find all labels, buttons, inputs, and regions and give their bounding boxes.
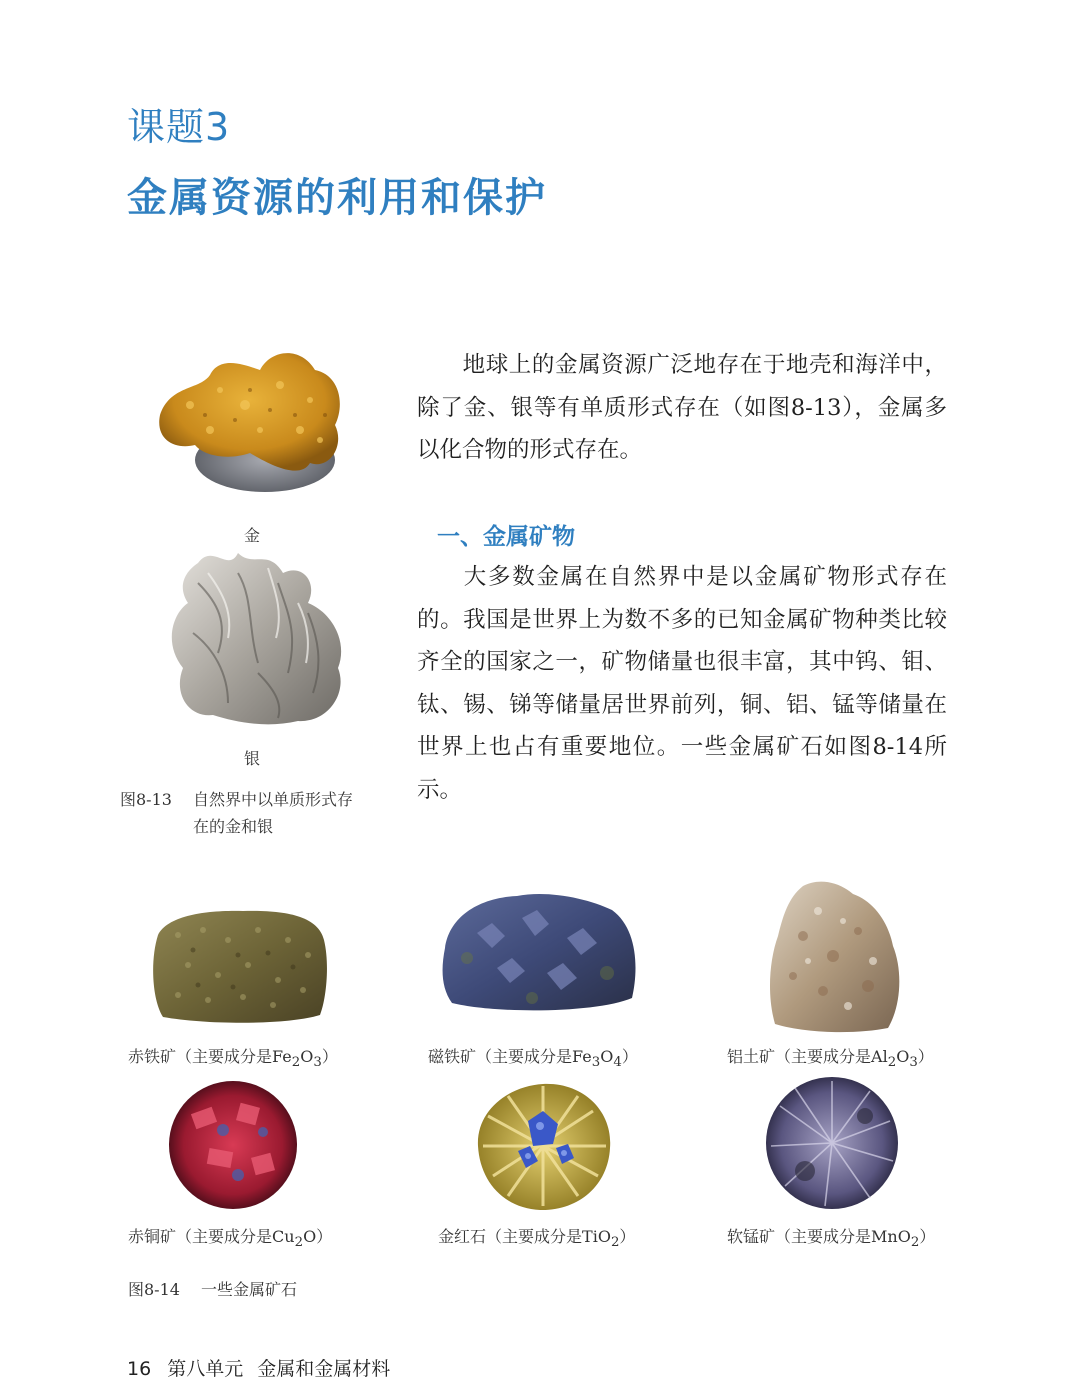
figure-8-13-caption-line1: 自然界中以单质形式存 xyxy=(193,790,354,809)
section-paragraph: 大多数金属在自然界中是以金属矿物形式存在的。我国是世界上为数不多的已知金属矿物种类比较齐全的国家之一，矿物储量也很丰富，其中钨、钼、钛、锡、锑等储量居世界前列，铜、铝、锰等储量在世界上也占有重要地位。一些金属矿石如图8-14所示。 xyxy=(417,564,947,803)
bauxite-image xyxy=(763,876,908,1036)
rutile-caption: 金红石（主要成分是TiO$_2$） xyxy=(438,1227,636,1251)
cuprite-caption: 赤铜矿（主要成分是$Cu_2O$） xyxy=(128,1227,333,1251)
rutile-image xyxy=(468,1076,618,1216)
silver-label: 银 xyxy=(244,749,261,768)
hematite-image xyxy=(148,905,330,1027)
pyrolusite-caption: 软锰矿（主要成分是MnO$_2$） xyxy=(727,1227,936,1251)
gold-specimen-image xyxy=(150,345,350,500)
cuprite-image xyxy=(168,1080,298,1210)
pyrolusite-image xyxy=(765,1076,900,1211)
figure-8-14-caption-number: 图8-14 xyxy=(128,1280,180,1299)
unit-label: 第八单元 xyxy=(167,1358,244,1380)
intro-paragraph: 地球上的金属资源广泛地存在于地壳和海洋中，除了金、银等有单质形式存在（如图8-13），金属多以化合物的形式存在。 xyxy=(417,352,947,463)
lesson-number: 课题3 xyxy=(127,105,231,149)
section-heading-metal-minerals: 一、金属矿物 xyxy=(437,524,575,550)
page-title: 金属资源的利用和保护 xyxy=(127,175,547,221)
bauxite-caption: 铝土矿（主要成分是$Al_2O_3$） xyxy=(727,1047,934,1071)
hematite-caption: 赤铁矿（主要成分是$Fe_2O_3$） xyxy=(128,1047,338,1071)
page-footer xyxy=(127,1354,390,1381)
magnetite-caption: 磁铁矿（主要成分是$Fe_3O_4$） xyxy=(428,1047,638,1071)
figure-8-13-caption-line2: 在的金和银 xyxy=(193,817,274,836)
figure-8-14-caption-text: 一些金属矿石 xyxy=(201,1280,298,1299)
page-number: 16 xyxy=(127,1358,152,1380)
unit-title: 金属和金属材料 xyxy=(257,1358,391,1380)
figure-8-13-caption-number: 图8-13 xyxy=(120,790,172,809)
silver-specimen-image xyxy=(158,543,353,728)
magnetite-image xyxy=(437,888,642,1016)
gold-label: 金 xyxy=(244,526,261,545)
